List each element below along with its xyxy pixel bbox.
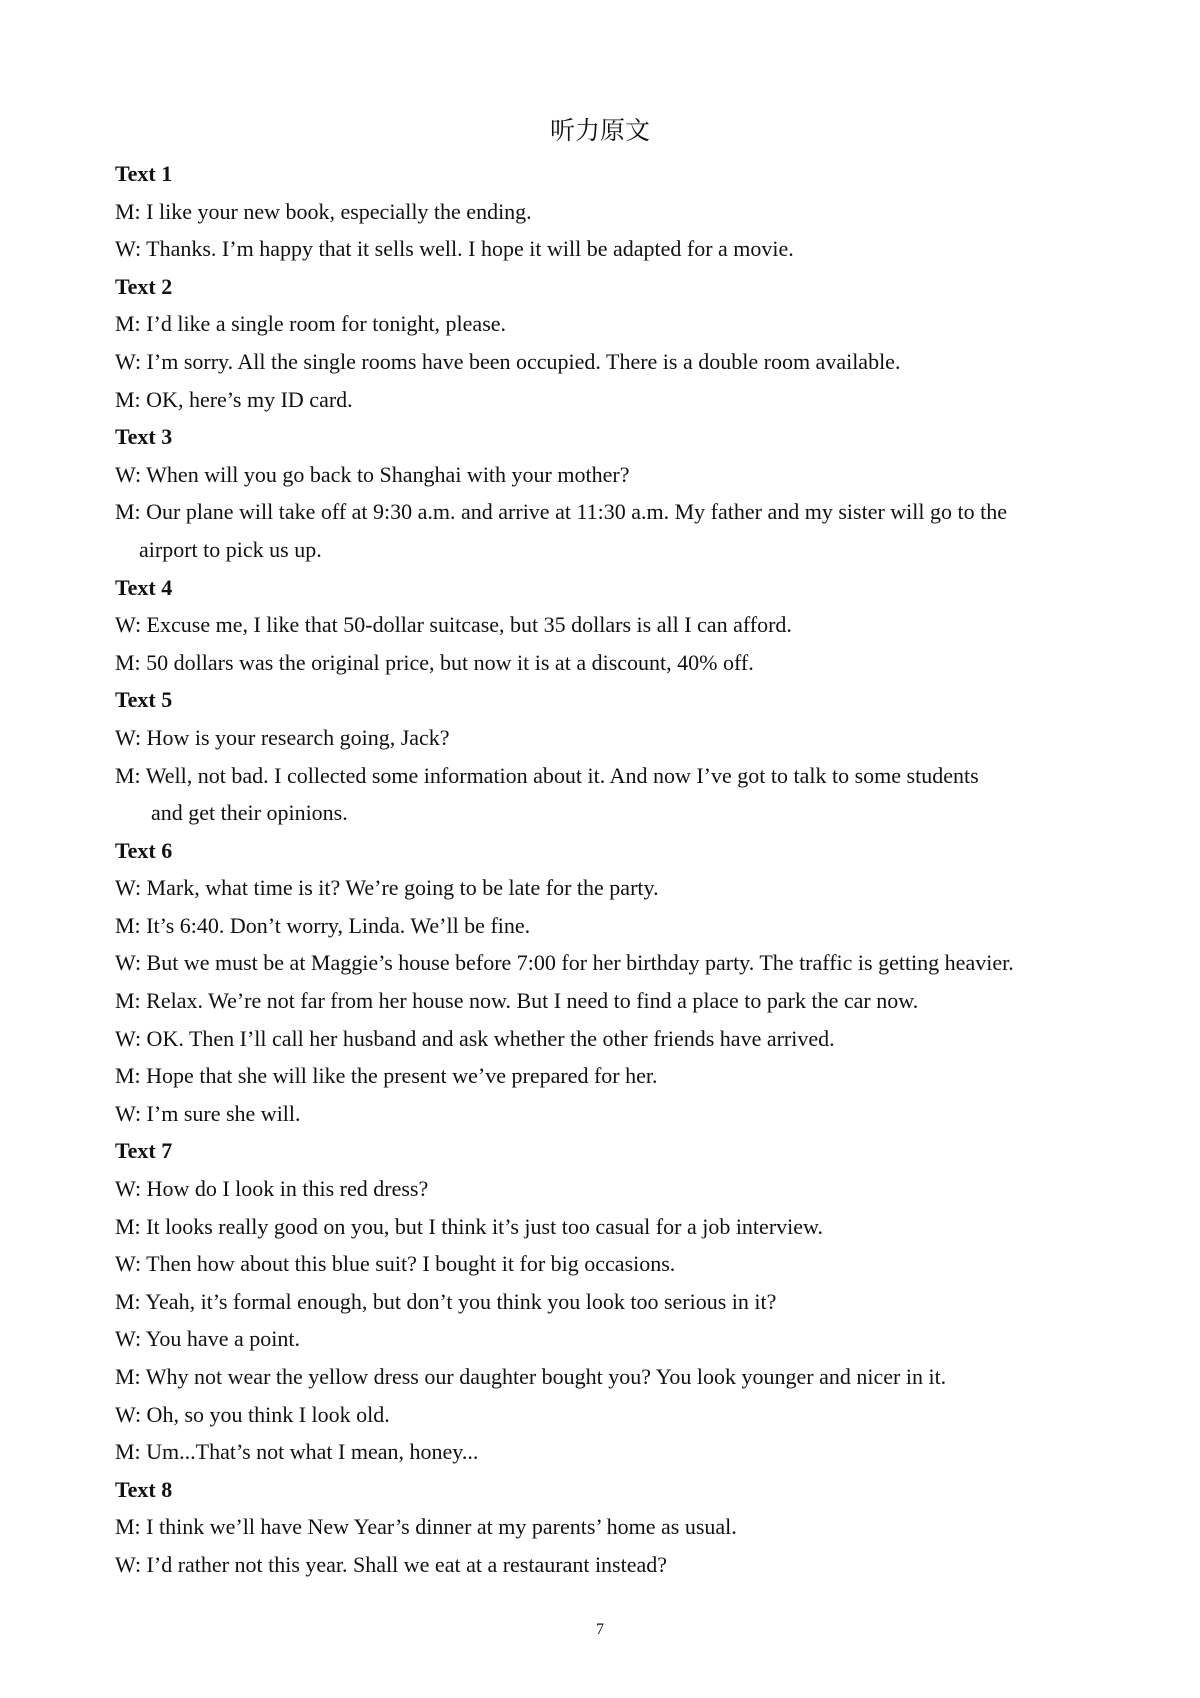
dialogue-line: M: Our plane will take off at 9:30 a.m. and arrive at 11:30 a.m. My father and my sister will go to the — [115, 499, 1008, 525]
dialogue-line: M: It looks really good on you, but I think it’s just too casual for a job interview. — [115, 1213, 823, 1239]
dialogue-line: W: I’d rather not this year. Shall we eat at a restaurant instead? — [115, 1551, 668, 1577]
dialogue-line: W: OK. Then I’ll call her husband and ask whether the other friends have arrived. — [115, 1025, 835, 1051]
dialogue-line-continuation: and get their opinions. — [151, 800, 348, 826]
section-heading-text-8: Text 8 — [115, 1476, 173, 1502]
dialogue-line: W: Then how about this blue suit? I bought it for big occasions. — [115, 1251, 676, 1277]
dialogue-line: M: Why not wear the yellow dress our daughter bought you? You look younger and nicer in it. — [115, 1364, 947, 1389]
dialogue-line: W: How do I look in this red dress? — [115, 1176, 429, 1202]
dialogue-line: M: Um...That’s not what I mean, honey... — [115, 1439, 479, 1465]
dialogue-line: W: You have a point. — [115, 1326, 300, 1352]
dialogue-line: W: Oh, so you think I look old. — [115, 1401, 390, 1427]
page-number: 7 — [596, 1621, 604, 1638]
dialogue-line: M: Well, not bad. I collected some information about it. And now I’ve got to talk to some students — [115, 762, 979, 788]
dialogue-line: M: I like your new book, especially the ending. — [115, 198, 532, 224]
dialogue-line: W: I’m sure she will. — [115, 1100, 301, 1126]
section-heading-text-2: Text 2 — [115, 273, 173, 299]
dialogue-line: M: OK, here’s my ID card. — [115, 386, 353, 412]
section-heading-text-6: Text 6 — [115, 837, 173, 863]
dialogue-line: M: Yeah, it’s formal enough, but don’t you think you look too serious in it? — [115, 1288, 777, 1314]
dialogue-line: M: I’d like a single room for tonight, please. — [115, 311, 507, 337]
dialogue-line: M: I think we’ll have New Year’s dinner at my parents’ home as usual. — [115, 1514, 737, 1540]
section-heading-text-1: Text 1 — [115, 161, 173, 186]
dialogue-line: M: 50 dollars was the original price, but now it is at a discount, 40% off. — [115, 649, 754, 675]
dialogue-line: W: Thanks. I’m happy that it sells well. I hope it will be adapted for a movie. — [115, 236, 794, 262]
section-heading-text-4: Text 4 — [115, 574, 173, 600]
dialogue-line-continuation: airport to pick us up. — [139, 536, 322, 562]
dialogue-line: M: Hope that she will like the present we’ve prepared for her. — [115, 1063, 658, 1089]
dialogue-line: W: How is your research going, Jack? — [115, 724, 450, 750]
transcript-body — [115, 155, 1095, 1584]
dialogue-line: M: Relax. We’re not far from her house now. But I need to find a place to park the car now. — [115, 988, 919, 1014]
dialogue-line: W: I’m sorry. All the single rooms have been occupied. There is a double room available. — [115, 348, 901, 374]
dialogue-line: W: But we must be at Maggie’s house before 7:00 for her birthday party. The traffic is getting heavier. — [115, 950, 1014, 976]
dialogue-line: W: Mark, what time is it? We’re going to be late for the party. — [115, 875, 659, 901]
dialogue-line: M: It’s 6:40. Don’t worry, Linda. We’ll be fine. — [115, 912, 531, 938]
document-title: 听力原文 — [549, 116, 650, 145]
dialogue-line: W: When will you go back to Shanghai with your mother? — [115, 461, 630, 487]
section-heading-text-7: Text 7 — [115, 1138, 173, 1164]
section-heading-text-5: Text 5 — [115, 687, 173, 713]
dialogue-line: W: Excuse me, I like that 50-dollar suitcase, but 35 dollars is all I can afford. — [115, 612, 792, 638]
section-heading-text-3: Text 3 — [115, 424, 173, 450]
